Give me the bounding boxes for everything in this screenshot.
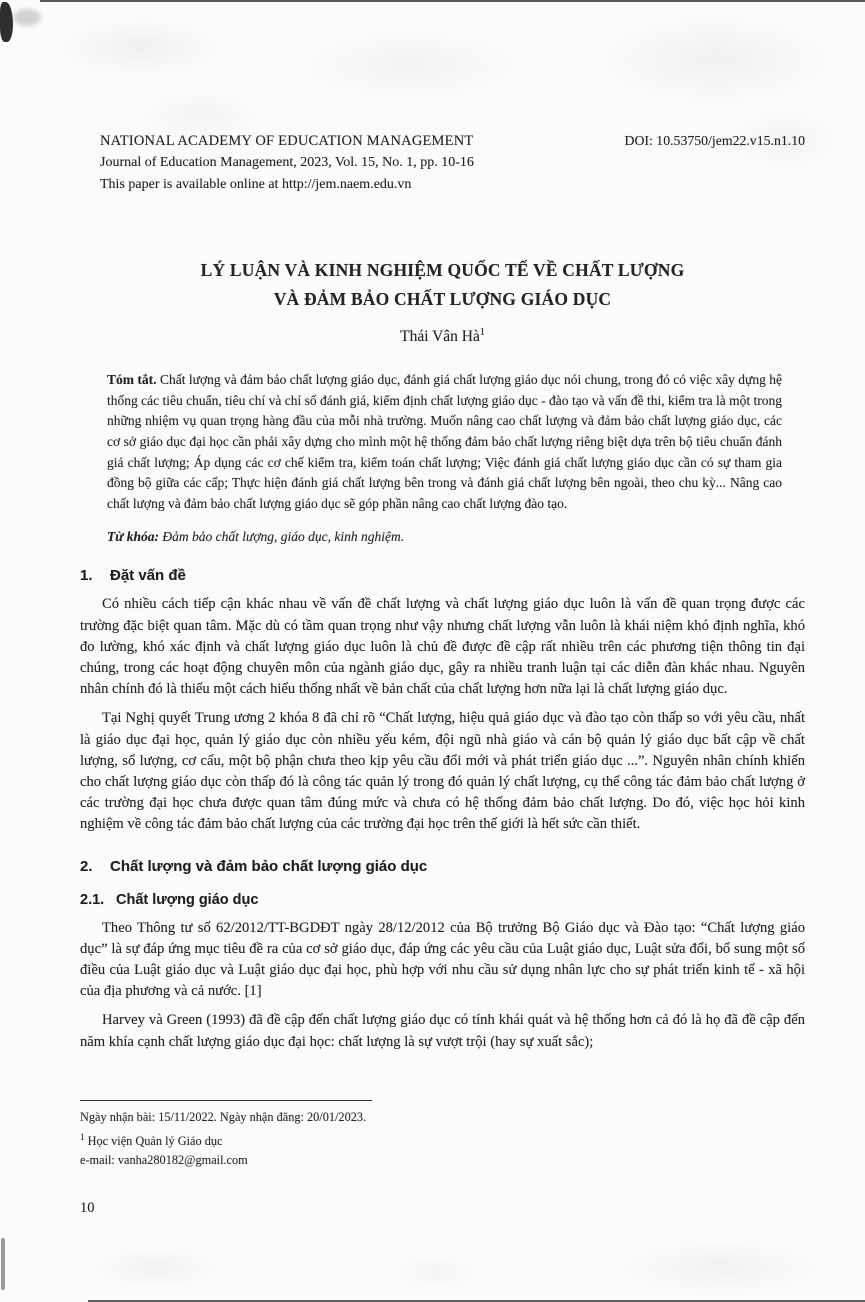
journal-header: [80, 130, 805, 196]
scan-left-edge-mark: [1, 1238, 5, 1290]
availability-line: This paper is available online at http://jem.naem.edu.vn: [100, 177, 412, 192]
footnote-dates: Ngày nhận bài: 15/11/2022. Ngày nhận đăng: 20/01/2023.: [80, 1110, 367, 1124]
article-title: [80, 256, 805, 314]
keywords-label: Từ khóa:: [107, 529, 159, 545]
section-2-number: 2.: [80, 857, 93, 875]
article-title-line2: VÀ ĐẢM BẢO CHẤT LƯỢNG GIÁO DỤC: [273, 289, 612, 309]
scan-blotch: [60, 18, 220, 78]
section-1-number: 1.: [80, 567, 93, 585]
section-1-heading: [80, 567, 805, 584]
section-2-1-title: Chất lượng giáo dục: [116, 891, 259, 908]
footnote-affiliation: [80, 1128, 780, 1152]
keywords-line: [107, 529, 782, 545]
footnote-affiliation-text: Học viện Quản lý Giáo dục: [84, 1133, 223, 1148]
doi-line: DOI: 10.53750/jem22.v15.n1.10: [624, 133, 805, 148]
section-2-title: Chất lượng và đảm bảo chất lượng giáo dục: [110, 857, 428, 875]
author-name: Thái Vân Hà: [400, 328, 480, 346]
footnote-email: e-mail: vanha280182@gmail.com: [80, 1153, 248, 1168]
publisher-name: NATIONAL ACADEMY OF EDUCATION MANAGEMENT: [100, 133, 474, 149]
abstract-label: Tóm tắt.: [107, 372, 157, 388]
author-affiliation-mark: 1: [479, 327, 485, 338]
abstract-text: Chất lượng và đảm bảo chất lượng giáo dục, đánh giá chất lượng giáo dục nói chung, trong đó có việc xây dựng hệ thống các tiêu chuẩn, tiêu chí và chỉ số đánh giá, kiểm định chất lượng giáo dục - đào tạo và vấn đề thi, kiểm tra là một trong những nhiệm vụ quan trọng hàng đầu của mỗi nhà trường. Muốn nâng cao chất lượng và đảm bảo chất lượng giáo dục, các cơ sở giáo dục đại học cần phải xây dựng cho mình một hệ thống đảm bảo chất lượng riêng biệt dựa trên bộ tiêu chuẩn đánh giá chất lượng; Áp dụng các cơ chế kiểm tra, kiểm toán chất lượng; Việc đánh giá chất lượng giáo dục cần có sự tham gia đồng bộ giữa các cấp; Thực hiện đánh giá chất lượng bên trong và đánh giá chất lượng bên ngoài, theo chu kỳ... Nâng cao chất lượng và đảm bảo chất lượng giáo dục sẽ góp phần nâng cao chất lượng đào tạo.: [107, 372, 782, 511]
scan-blotch: [300, 30, 520, 100]
section-1-title: Đặt vấn đề: [110, 567, 186, 585]
journal-citation-line: Journal of Education Management, 2023, Vol. 15, No. 1, pp. 10-16: [100, 155, 474, 170]
section-2-heading: [80, 858, 805, 875]
section-1-paragraph-2: Tại Nghị quyết Trung ương 2 khóa 8 đã chỉ rõ “Chất lượng, hiệu quả giáo dục và đào tạo còn thấp so với yêu cầu, nhất là giáo dục đại học, quản lý giáo dục còn nhiều yếu kém, đội ngũ nhà giáo và cán bộ quản lý giáo dục bất cập về chất lượng, số lượng, cơ cấu, một bộ phận chưa theo kịp yêu cầu đổi mới và phát triển giáo dục ...”. Nguyên nhân chính khiến cho chất lượng giáo dục còn thấp đó là công tác quản lý trong đó quản lý chất lượng, cụ thể công tác đảm bảo chất lượng ở các trường đại học chưa được quan tâm đúng mức và chưa có hệ thống đảm bảo chất lượng. Do đó, việc học hỏi kinh nghiệm về công tác đảm bảo chất lượng của các trường đại học trên thế giới là hết sức cần thiết.: [80, 710, 805, 833]
keywords-text: Đảm bảo chất lượng, giáo dục, kinh nghiệm.: [158, 529, 405, 545]
article-title-line1: LÝ LUẬN VÀ KINH NGHIỆM QUỐC TẾ VỀ CHẤT LƯỢNG: [200, 260, 685, 280]
abstract: [107, 370, 782, 514]
section-2-1-paragraph-1: Theo Thông tư số 62/2012/TT-BGDĐT ngày 28/12/2012 của Bộ trưởng Bộ Giáo dục và Đào tạo: “Chất lượng giáo dục” là sự đáp ứng mục tiêu đề ra của cơ sở giáo dục, đáp ứng các yêu cầu của Luật giáo dục, Luật sửa đổi, bổ sung một số điều của Luật giáo dục và Luật giáo dục đại học, phù hợp với nhu cầu sử dụng nhân lực cho sự phát triển kinh tế - xã hội của địa phương và cả nước. [1]: [80, 919, 805, 1000]
scan-blotch: [390, 1255, 480, 1290]
section-2-1-paragraph-2: Harvey và Green (1993) đã đề cập đến chất lượng giáo dục có tính khái quát và hệ thống hơn cả đó là họ đã đề cập đến năm khía cạnh chất lượng giáo dục đại học: chất lượng là sự vượt trội (hay sự xuất sắc);: [80, 1012, 805, 1050]
scan-ink-blob: [0, 2, 13, 42]
page-number: 10: [80, 1200, 95, 1216]
section-2-1-heading: [80, 892, 805, 908]
section-2-1-number: 2.1.: [80, 891, 105, 908]
scan-blotch: [620, 1240, 820, 1295]
footnote-block: [80, 1100, 780, 1171]
scan-top-edge-line: [40, 0, 865, 2]
scan-ink-smudge: [13, 9, 41, 26]
footnote-affiliation-mark: 1: [80, 1131, 85, 1142]
section-1-paragraph-1: Có nhiều cách tiếp cận khác nhau về vấn đề chất lượng và chất lượng giáo dục luôn là vấn đề quan trọng được các trường đặc biệt quan tâm. Mặc dù có tầm quan trọng như vậy nhưng chất lượng vẫn luôn là khái niệm khó định nghĩa, khó đo lường, khó xác định và chất lượng giáo dục luôn là chủ đề được đề cập rất nhiều trên các phương tiện thông tin đại chúng, trong các hoạt động chuyên môn của ngành giáo dục, gây ra nhiều tranh luận tại các diễn đàn khác nhau. Nguyên nhân chính đó là thiếu một cách hiểu thống nhất về bản chất của chất lượng hơn nữa lại là chất lượng giáo dục.: [80, 596, 805, 698]
scan-blotch: [600, 15, 830, 105]
author-line: [80, 327, 805, 346]
scan-blotch: [90, 1245, 220, 1290]
footnote-rule: [80, 1100, 372, 1101]
